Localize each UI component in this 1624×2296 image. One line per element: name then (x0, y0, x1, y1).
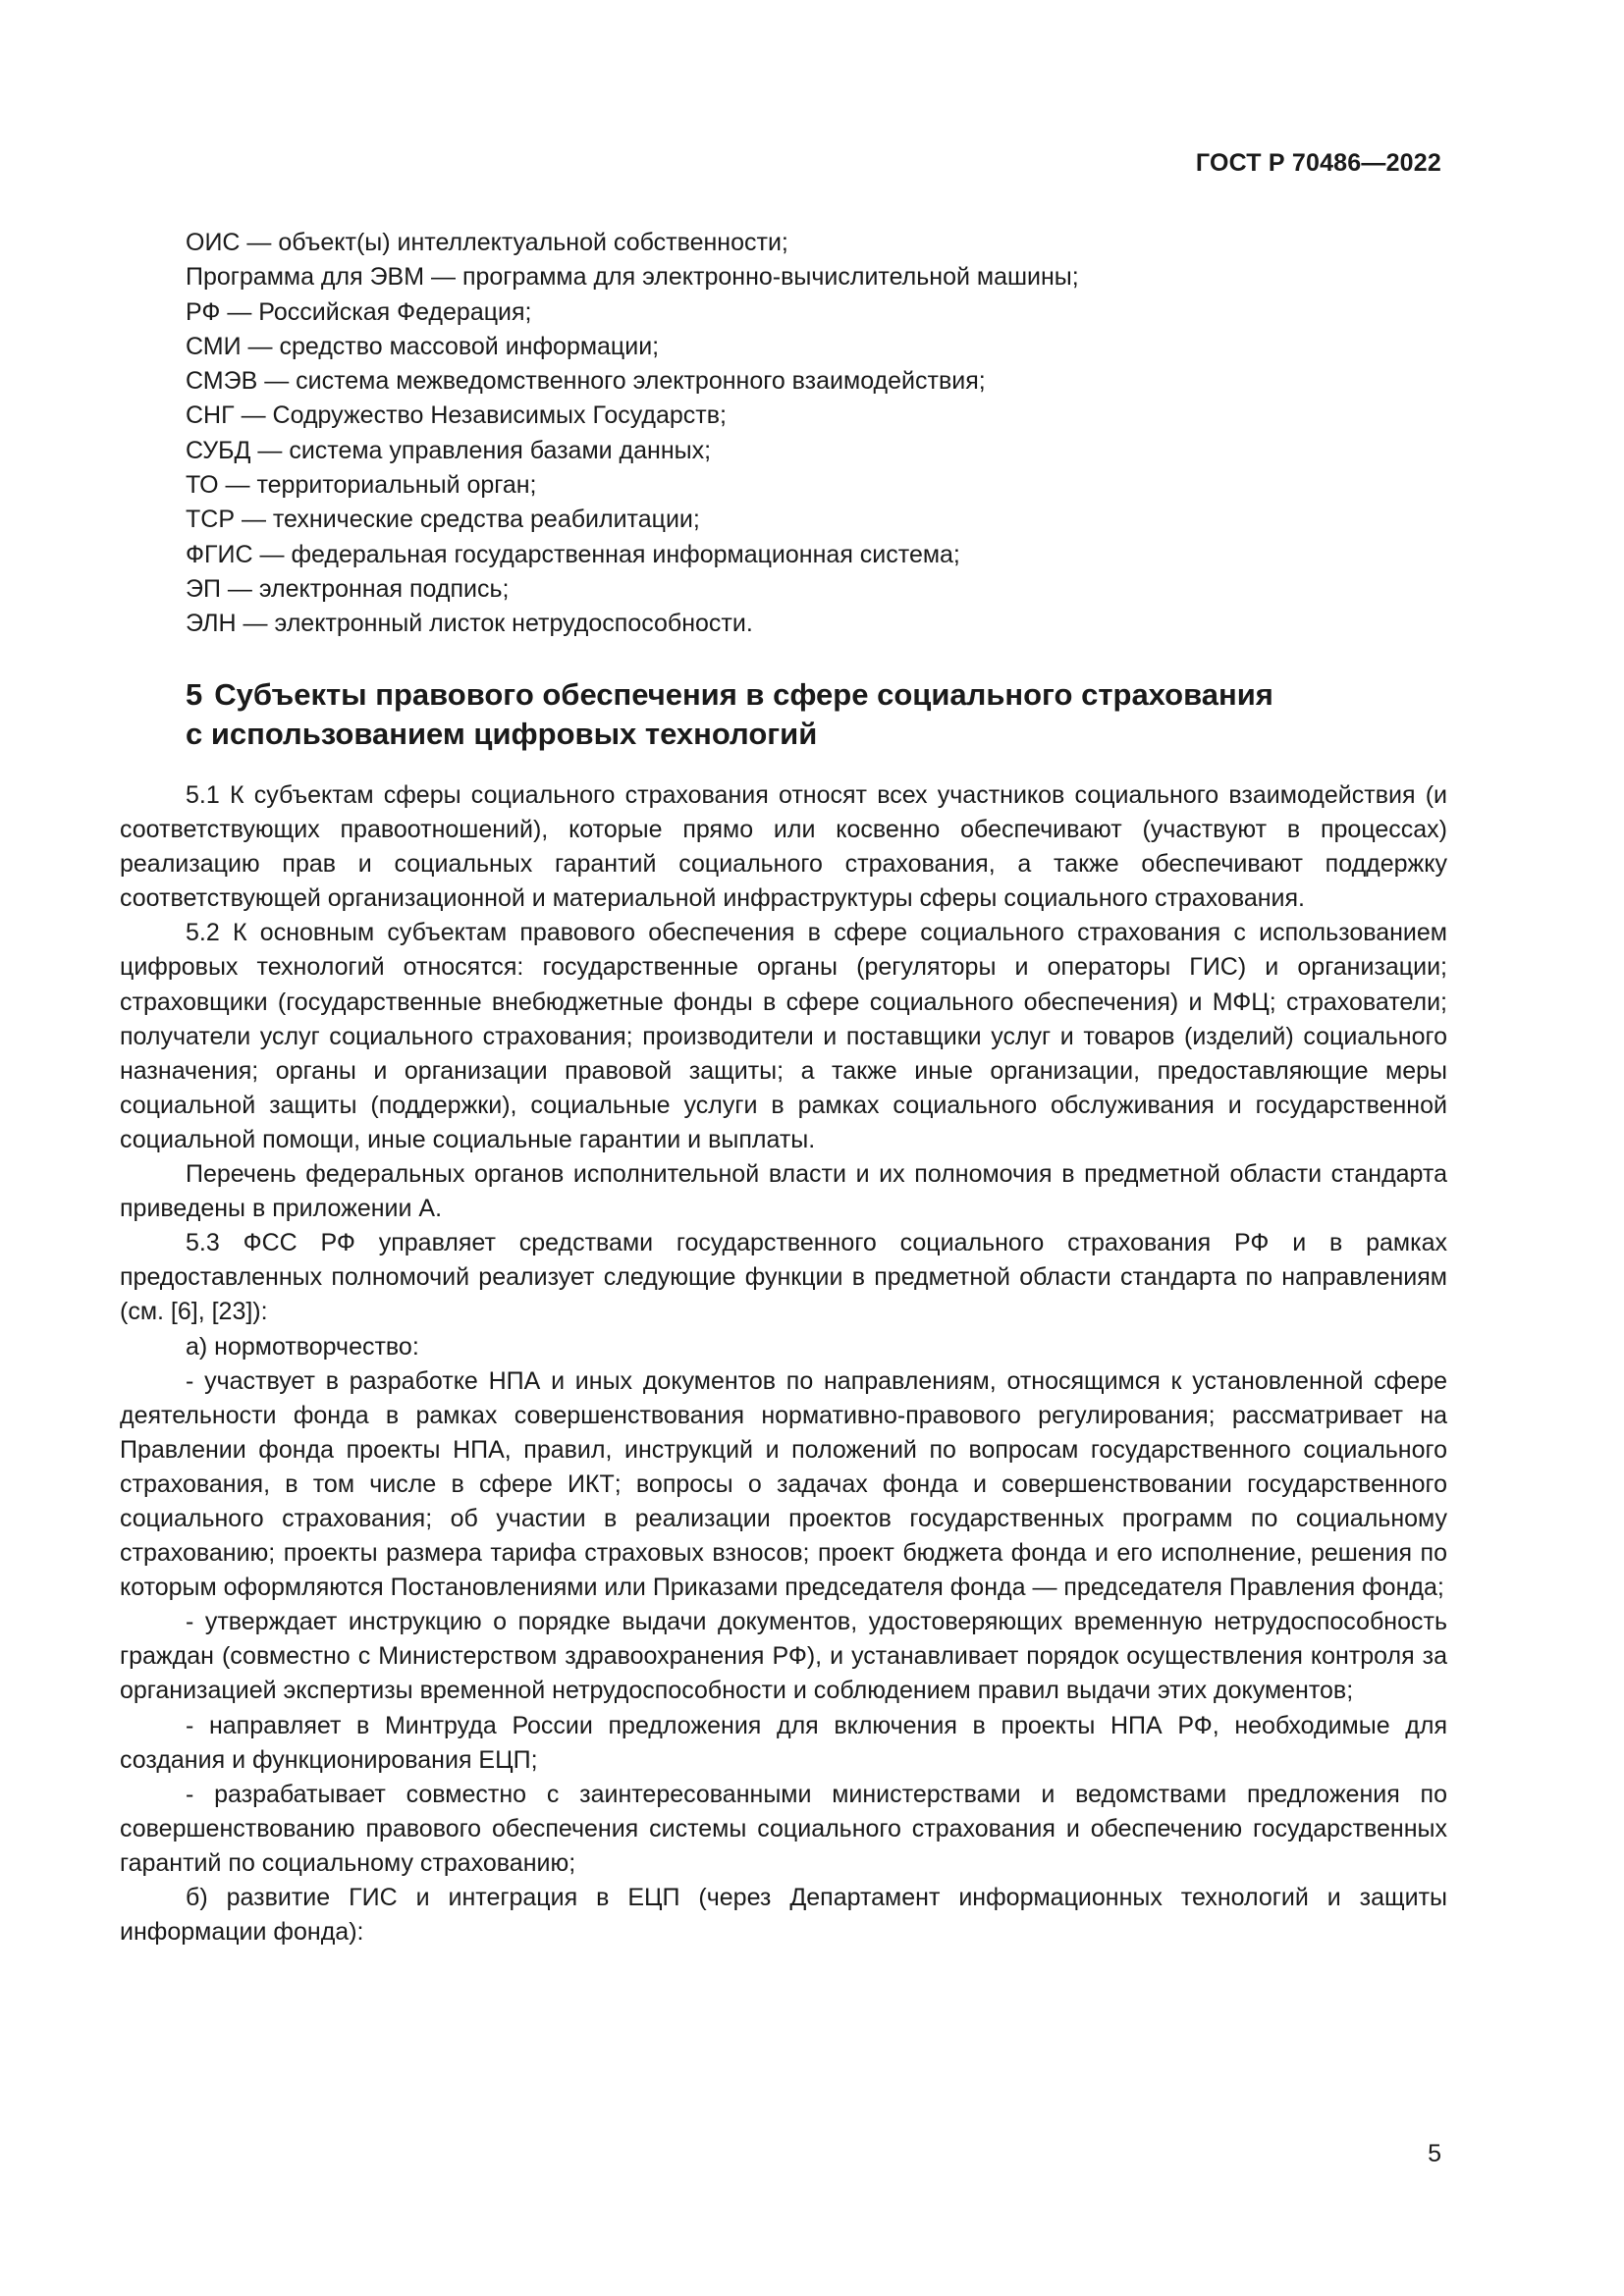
abbreviations-list (186, 226, 1442, 642)
section-heading (186, 675, 1452, 754)
abbreviation-item: СМИ — средство массовой информации; (186, 332, 660, 360)
list-bullet: - направляет в Минтруда России предложения для включения в проекты НПА РФ, необходимые для создания и функционирования ЕЦП; (120, 1711, 1447, 1774)
list-bullet: - утверждает инструкцию о порядке выдачи документов, удостоверяющих временную нетрудоспособность граждан (совместно с Министерством здравоохранения РФ), и устанавливает порядок осуществления контроля за организацией экспертизы временной нетрудоспособности и соблюдением правил выдачи этих документов; (120, 1608, 1447, 1705)
paragraph-5-2: 5.2 К основным субъектам правового обеспечения в сфере социального страхования с использованием цифровых технологий относятся: государственные органы (регуляторы и операторы ГИС) и организации; страховщики (государственные внебюджетные фонды в сфере социального обеспечения) и МФЦ; страхователи; получатели услуг социального страхования; производители и поставщики услуг и товаров (изделий) социального назначения; органы и организации правовой защиты; а также иные организации, предоставляющие меры социальной защиты (поддержки), социальные услуги в рамках социального обслуживания и государственной социальной помощи, иные социальные гарантии и выплаты. (120, 919, 1447, 1153)
abbreviation-item: ЭЛН — электронный листок нетрудоспособности. (186, 610, 753, 638)
paragraph-appendix-ref: Перечень федеральных органов исполнительной власти и их полномочия в предметной области стандарта приведены в приложении А. (120, 1160, 1447, 1223)
abbreviation-item: СМЭВ — система межведомственного электронного взаимодействия; (186, 367, 986, 396)
abbreviation-item: ТО — территориальный орган; (186, 471, 537, 500)
abbreviation-item: СНГ — Содружество Независимых Государств; (186, 401, 727, 430)
list-bullet: - участвует в разработке НПА и иных документов по направлениям, относящимся к установленной сфере деятельности фонда в рамках совершенствования нормативно-правового регулирования; рассматривает на Правлении фонда проекты НПА, правил, инструкций и положений по вопросам государственного социального страхования, в том числе в сфере ИКТ; вопросы о задачах фонда и совершенствовании государственного социального страхования; об участии в реализации проектов государственных программ по социальному страхованию; проекты размера тарифа страховых взносов; проект бюджета фонда и его исполнение, решения по которым оформляются Постановлениями или Приказами председателя фонда — председателя Правления фонда; (120, 1366, 1447, 1602)
body-text (120, 778, 1447, 1949)
section-title-part1: Субъекты правового обеспечения в сфере социального страхования (214, 677, 1273, 712)
document-code: ГОСТ Р 70486—2022 (1195, 149, 1441, 177)
section-number: 5 (186, 677, 203, 712)
section-title-part2: с использованием цифровых технологий (186, 717, 818, 751)
abbreviation-item: ТСР — технические средства реабилитации; (186, 506, 700, 534)
abbreviation-item: ОИС — объект(ы) интеллектуальной собственности; (186, 229, 788, 256)
abbreviation-item: ФГИС — федеральная государственная информационная система; (186, 540, 960, 568)
list-bullet: - разрабатывает совместно с заинтересованными министерствами и ведомствами предложения по совершенствованию правового обеспечения системы социального страхования и обеспечению государственных гарантий по социальному страхованию; (120, 1780, 1447, 1877)
list-item-b: б) развитие ГИС и интеграция в ЕЦП (через Департамент информационных технологий и защиты информации фонда): (120, 1884, 1447, 1947)
list-item-a: а) нормотворчество: (186, 1332, 419, 1361)
paragraph-5-1: 5.1 К субъектам сферы социального страхования относят всех участников социального взаимодействия (и соответствующих правоотношений), которые прямо или косвенно обеспечивают (участвуют в процессах) реализацию прав и социальных гарантий социального страхования, а также обеспечивают поддержку соответствующей организационной и материальной инфраструктуры сферы социального страхования. (120, 781, 1447, 913)
paragraph-5-3: 5.3 ФСС РФ управляет средствами государственного социального страхования РФ и в рамках предоставленных полномочий реализует следующие функции в предметной области стандарта по направлениям (см. [6], [23]): (120, 1229, 1447, 1326)
abbreviation-item: СУБД — система управления базами данных; (186, 436, 712, 464)
abbreviation-item: Программа для ЭВМ — программа для электронно-вычислительной машины; (186, 263, 1079, 292)
abbreviation-item: ЭП — электронная подпись; (186, 574, 510, 603)
abbreviation-item: РФ — Российская Федерация; (186, 297, 532, 326)
section-heading-line1 (186, 675, 1452, 715)
page-number: 5 (1428, 2140, 1441, 2167)
